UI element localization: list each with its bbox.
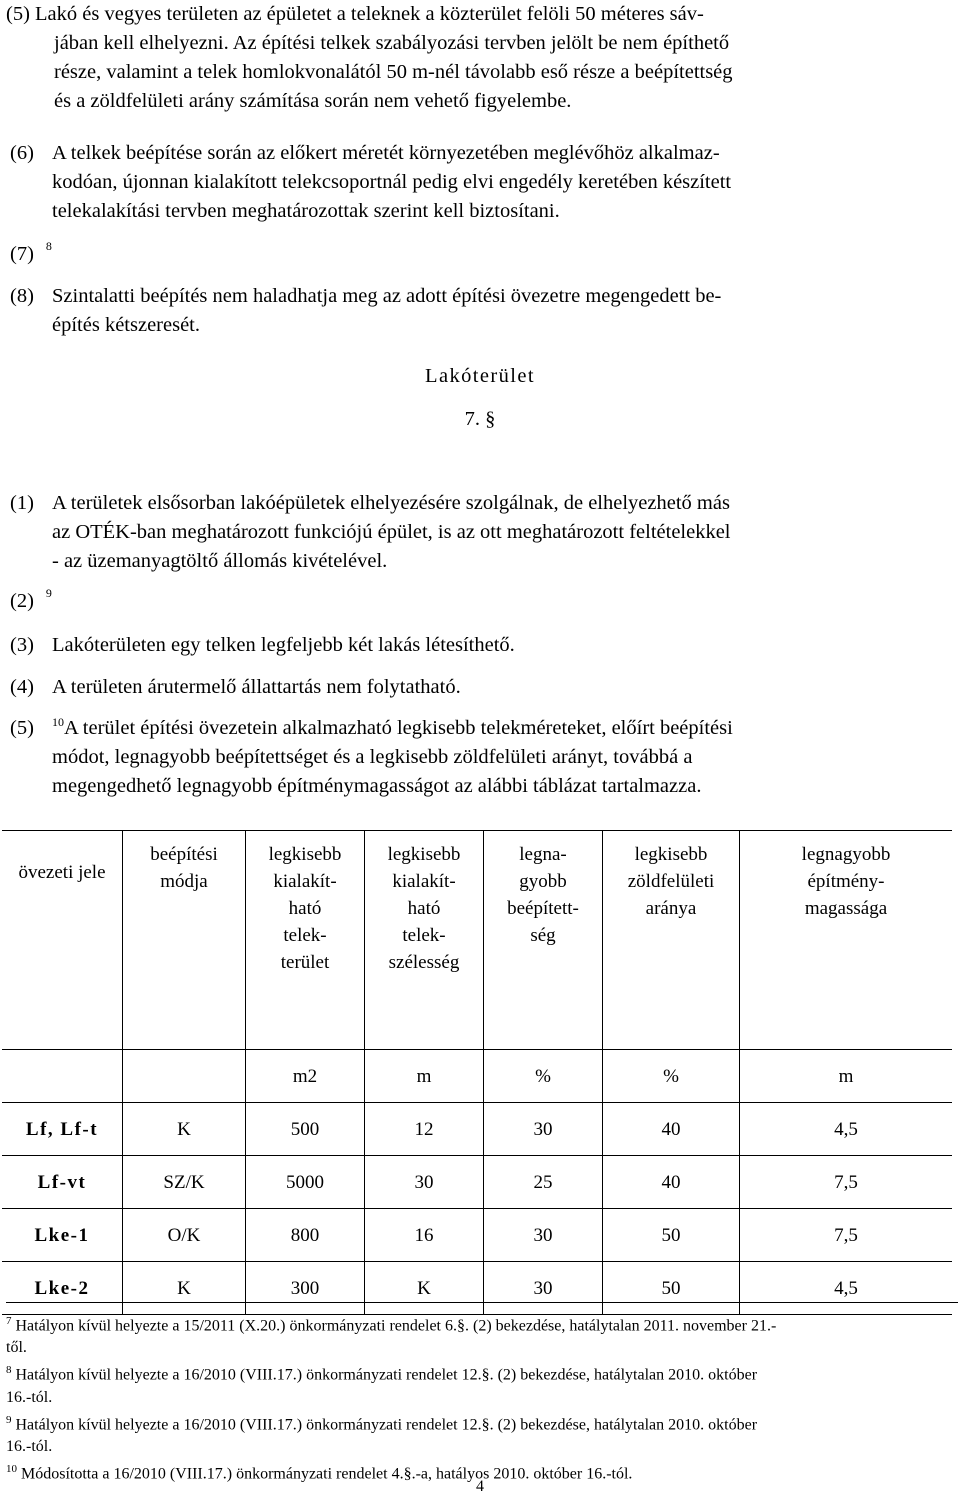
unit-cell: [123, 1050, 246, 1103]
section-7-paragraph-4: [10, 673, 915, 702]
paragraph-number: (3): [10, 634, 34, 656]
unit-cell: m: [365, 1050, 484, 1103]
table-cell: 50: [603, 1209, 740, 1262]
table-cell: 30: [484, 1103, 603, 1156]
paragraph-line: A területen árutermelő állattartás nem folytatható.: [52, 676, 461, 698]
zone-code-cell: Lke-1: [2, 1209, 123, 1262]
zone-code-cell: Lf, Lf-t: [2, 1103, 123, 1156]
footnote-number: 8: [6, 1364, 12, 1377]
paragraph-line: - az üzemanyagtöltő állomás kivételével.: [52, 550, 388, 572]
paragraph-line: jában kell elhelyezni. Az építési telkek szabályozási tervben jelölt be nem építhető: [54, 32, 730, 54]
paragraph-line: A telkek beépítése során az előkert méretét környezetében meglévőhöz alkalmaz-: [52, 142, 720, 164]
paragraph-number: (6): [10, 142, 34, 164]
unit-cell: %: [603, 1050, 740, 1103]
unit-cell: m: [740, 1050, 953, 1103]
table-row: [2, 1209, 952, 1262]
footnote: $^7$ Hatályon kívül helyezte a 15/2011 (X.20.) önkormányzati rendelet 6.§. (2) bekezdése, hatálytalan 2011. november 21.- től.: [6, 1315, 777, 1357]
table-cell: 16: [365, 1209, 484, 1262]
header-cell: legkisebb kialakít- ható telek- terület: [246, 831, 365, 1050]
paragraph-line: telekalakítási tervben meghatározottak szerint kell biztosítani.: [52, 200, 560, 222]
paragraph-8-underground-building: [10, 282, 915, 340]
table-units-row: [2, 1050, 952, 1103]
unit-cell: m2: [246, 1050, 365, 1103]
zoning-parameters-table: [2, 830, 952, 1315]
footnotes: [6, 1310, 956, 1485]
footnote-ref[interactable]: 9: [45, 586, 52, 600]
paragraph-line: A területek elsősorban lakóépületek elhelyezésére szolgálnak, de elhelyezhető más: [52, 492, 730, 514]
paragraph-number: (7): [10, 243, 34, 265]
table-cell: 30: [484, 1209, 603, 1262]
table-cell: 300: [246, 1262, 365, 1315]
page-number: 4: [476, 1478, 484, 1495]
table-cell: K: [365, 1262, 484, 1315]
table-cell: SZ/K: [123, 1156, 246, 1209]
zone-code-cell: Lke-2: [2, 1262, 123, 1315]
footnote-ref[interactable]: 10: [52, 715, 64, 729]
header-cell: legnagyobb építmény- magassága: [740, 831, 953, 1050]
paragraph-line: és a zöldfelületi arány számítása során nem vehető figyelembe.: [54, 90, 572, 112]
section-7-paragraph-5: [10, 714, 915, 801]
paragraph-7-repealed: [10, 240, 915, 271]
table-cell: 30: [365, 1156, 484, 1209]
footnote-ref[interactable]: 8: [45, 239, 52, 253]
table-row: [2, 1156, 952, 1209]
table-cell: 5000: [246, 1156, 365, 1209]
header-cell: legna- gyobb beépített- ség: [484, 831, 603, 1050]
table-header-row: [2, 831, 952, 1050]
paragraph-line: megengedhető legnagyobb építménymagasságot az alábbi táblázat tartalmazza.: [52, 775, 702, 797]
footnote: $^8$ Hatályon kívül helyezte a 16/2010 (VIII.17.) önkormányzati rendelet 12.§. (2) bekezdése, hatálytalan 2010. október 16.-tól.: [6, 1364, 758, 1406]
table-cell: 800: [246, 1209, 365, 1262]
footnote-separator: [6, 1302, 958, 1303]
table-cell: 12: [365, 1103, 484, 1156]
paragraph-line: építés kétszeresét.: [52, 314, 200, 336]
header-cell: övezeti jele: [2, 831, 123, 1050]
table-cell: 7,5: [740, 1156, 953, 1209]
table-row: [2, 1103, 952, 1156]
paragraph-line: Lakóterületen egy telken legfeljebb két lakás létesíthető.: [52, 634, 515, 656]
paragraph-line: Szintalatti beépítés nem haladhatja meg az adott építési övezetre megengedett be-: [52, 285, 722, 307]
paragraph-line: az OTÉK-ban meghatározott funkciójú épület, is az ott meghatározott feltételekkel: [52, 521, 731, 543]
table-cell: 30: [484, 1262, 603, 1315]
footnote-number: 10: [6, 1462, 17, 1475]
paragraph-5-lot-placement: [6, 0, 911, 116]
table-row: [2, 1262, 952, 1315]
paragraph-line: kodóan, újonnan kialakított telekcsoportnál pedig elvi engedély keretében készített: [52, 171, 732, 193]
table-cell: O/K: [123, 1209, 246, 1262]
unit-cell: [2, 1050, 123, 1103]
section-title: Lakóterület: [425, 365, 535, 387]
table-cell: 4,5: [740, 1262, 953, 1315]
table-cell: 25: [484, 1156, 603, 1209]
paragraph-number: (2): [10, 590, 34, 612]
section-7-paragraph-3: [10, 631, 915, 660]
table-cell: 50: [603, 1262, 740, 1315]
table-cell: K: [123, 1262, 246, 1315]
paragraph-line: $^{10}$A terület építési övezetein alkalmazható legkisebb telekméreteket, előírt beépítési: [52, 715, 733, 739]
footnote: $^{10}$ Módosította a 16/2010 (VIII.17.) önkormányzati rendelet 4.§.-a, hatályos 2010. október 16.-tól.: [6, 1462, 633, 1483]
table-cell: 40: [603, 1103, 740, 1156]
table-cell: 4,5: [740, 1103, 953, 1156]
paragraph-number: (8): [10, 285, 34, 307]
footnote: $^9$ Hatályon kívül helyezte a 16/2010 (VIII.17.) önkormányzati rendelet 12.§. (2) bekezdése, hatálytalan 2010. október 16.-tól.: [6, 1413, 758, 1455]
unit-cell: %: [484, 1050, 603, 1103]
table-cell: 40: [603, 1156, 740, 1209]
paragraph-number: (1): [10, 492, 34, 514]
paragraph-line: módot, legnagyobb beépítettséget és a legkisebb zöldfelületi arányt, továbbá a: [52, 746, 693, 768]
header-cell: legkisebb zöldfelületi aránya: [603, 831, 740, 1050]
paragraph-6-front-garden: [10, 139, 915, 226]
table-cell: K: [123, 1103, 246, 1156]
paragraph-line: (5) Lakó és vegyes területen az épületet a teleknek a közterület felöli 50 méteres sáv-: [6, 3, 704, 25]
paragraph-line: része, valamint a telek homlokvonalától 50 m-nél távolabb eső része a beépítettség: [54, 61, 733, 83]
footnote-number: 9: [6, 1413, 12, 1426]
table-cell: 7,5: [740, 1209, 953, 1262]
header-cell: beépítési módja: [123, 831, 246, 1050]
section-7-paragraph-2-repealed: [10, 587, 915, 618]
table-cell: 500: [246, 1103, 365, 1156]
paragraph-number: (4): [10, 676, 34, 698]
zone-code-cell: Lf-vt: [2, 1156, 123, 1209]
section-7-paragraph-1: [10, 489, 915, 576]
header-cell: legkisebb kialakít- ható telek- szélesség: [365, 831, 484, 1050]
paragraph-number: (5): [10, 717, 34, 739]
footnote-number: 7: [6, 1315, 12, 1327]
section-paragraph-mark: 7. §: [464, 408, 496, 430]
